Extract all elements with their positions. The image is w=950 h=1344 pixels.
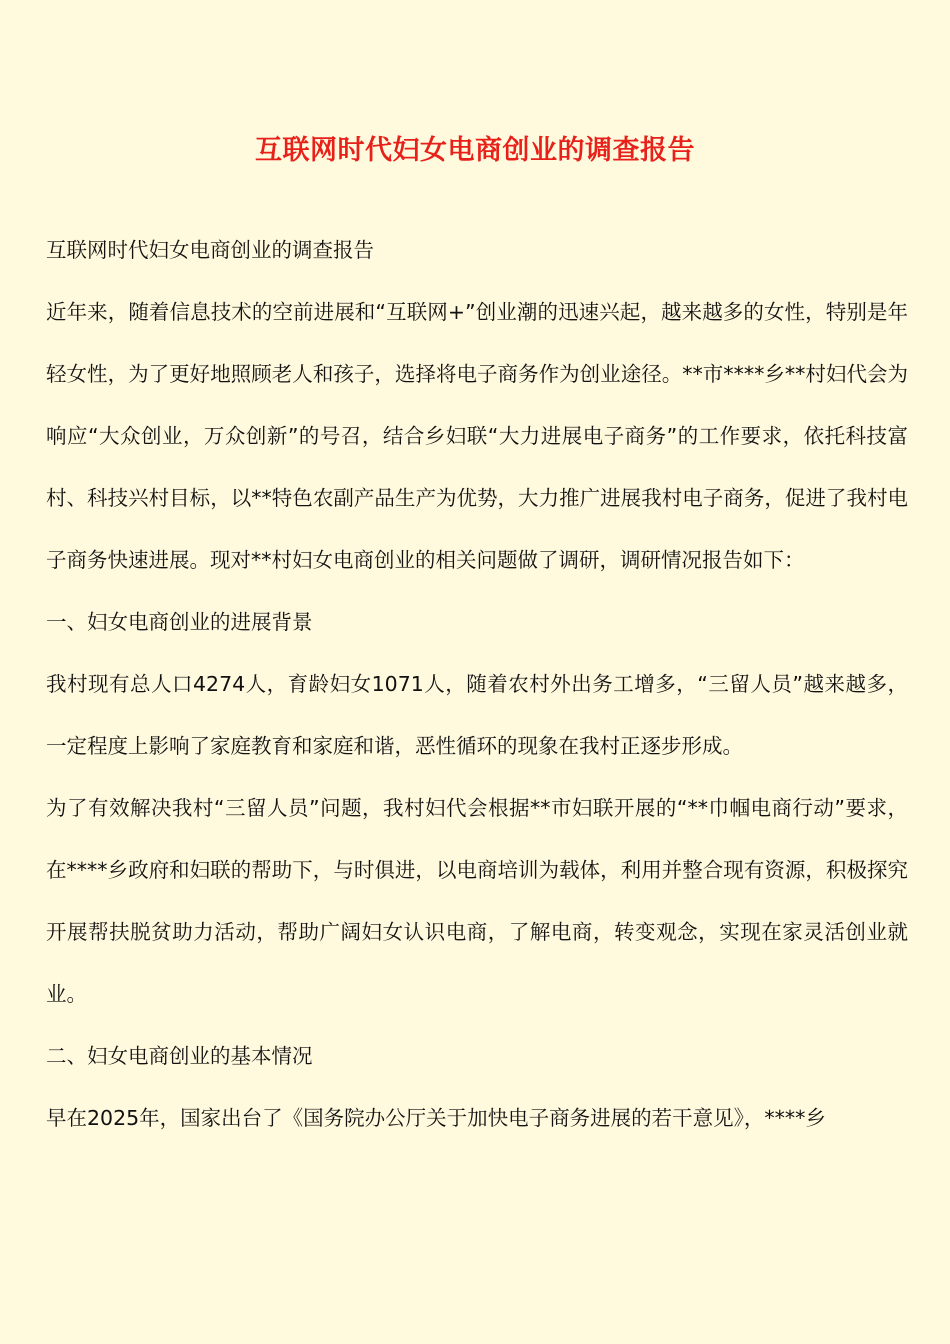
intro-paragraph: 近年来，随着信息技术的空前进展和“互联网+”创业潮的迅速兴起，越来越多的女性，特别是年轻女性，为了更好地照顾老人和孩子，选择将电子商务作为创业途径。**市****乡**村妇代会为响应“大众创业，万众创新”的号召，结合乡妇联“大力进展电子商务”的工作要求，依托科技富村、科技兴村目标，以**特色农副产品生产为优势，大力推广进展我村电子商务，促进了我村电子商务快速进展。现对**村妇女电商创业的相关问题做了调研，调研情况报告如下：	[46, 300, 908, 572]
body-paragraph: 我村现有总人口4274人，育龄妇女1071人，随着农村外出务工增多，“三留人员”越来越多，一定程度上影响了家庭教育和家庭和谐，恶性循环的现象在我村正逐步形成。	[46, 672, 908, 758]
body-paragraph: 为了有效解决我村“三留人员”问题，我村妇代会根据**市妇联开展的“**巾帼电商行动”要求，在****乡政府和妇联的帮助下，与时俱进，以电商培训为载体，利用并整合现有资源，积极探究开展帮扶脱贫助力活动，帮助广阔妇女认识电商，了解电商，转变观念，实现在家灵活创业就业。	[46, 796, 908, 1006]
section-heading-1: 一、妇女电商创业的进展背景	[46, 610, 313, 634]
subtitle-paragraph: 互联网时代妇女电商创业的调查报告	[46, 238, 374, 262]
document-title: 互联网时代妇女电商创业的调查报告	[255, 135, 695, 166]
document-body	[46, 219, 908, 1149]
body-paragraph: 早在2025年，国家出台了《国务院办公厅关于加快电子商务进展的若干意见》，****乡	[46, 1106, 826, 1130]
section-heading-2: 二、妇女电商创业的基本情况	[46, 1044, 313, 1068]
